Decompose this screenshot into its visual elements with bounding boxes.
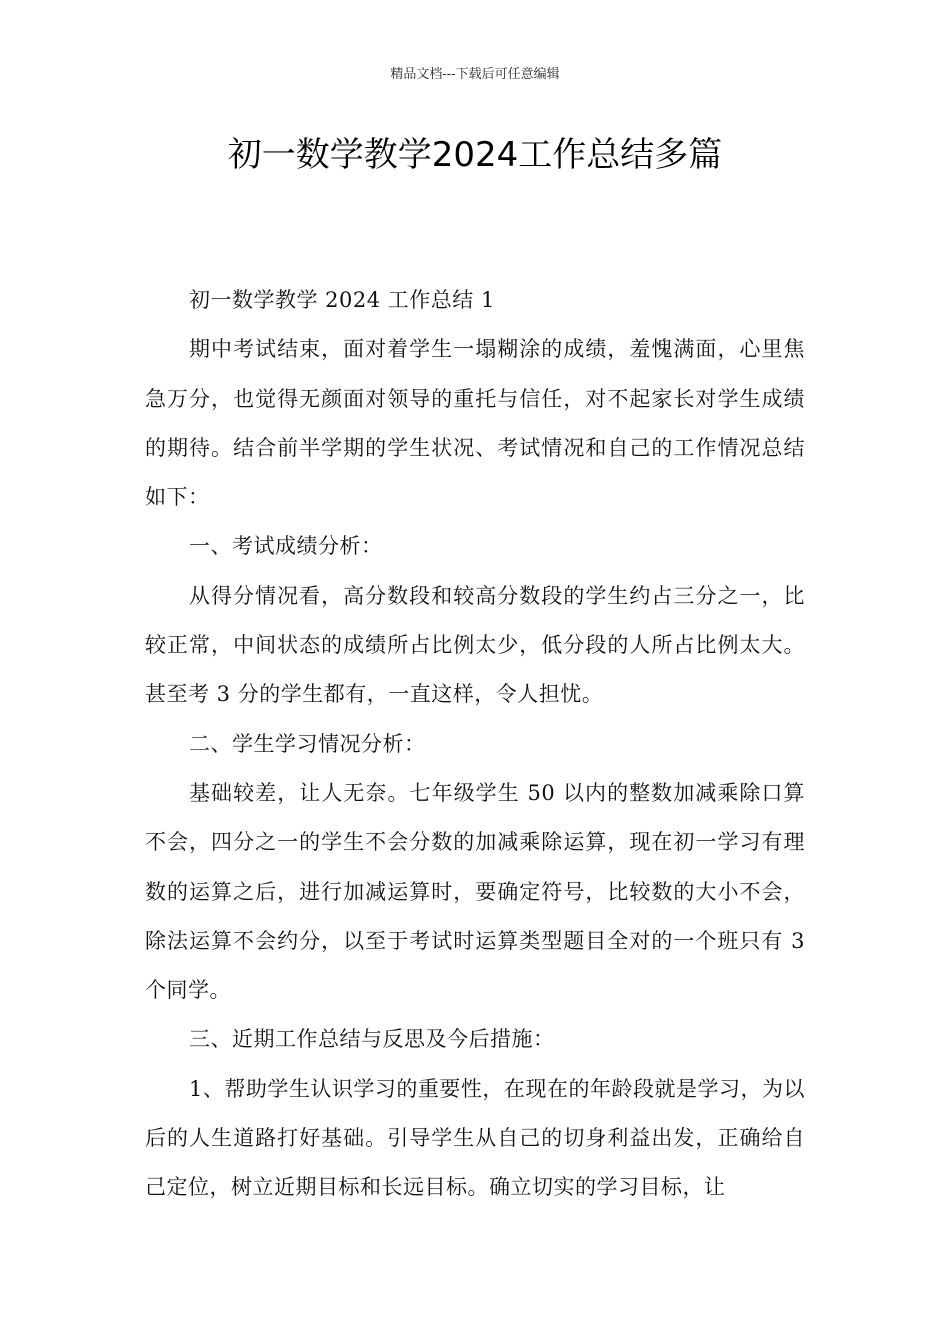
document-title: 初一数学教学2024工作总结多篇 xyxy=(227,135,723,175)
section-heading: 初一数学教学 2024 工作总结 1 xyxy=(189,288,495,312)
paragraph: 1、帮助学生认识学习的重要性，在现在的年龄段就是学习，为以后的人生道路打好基础。引导学生从自己的切身利益出发，正确给自己定位，树立近期目标和长远目标。确立切实的学习目标，让 xyxy=(145,1076,805,1200)
paragraph: 期中考试结束，面对着学生一塌糊涂的成绩，羞愧满面，心里焦急万分，也觉得无颜面对领导的重托与信任，对不起家长对学生成绩的期待。结合前半学期的学生状况、考试情况和自己的工作情况总结如下： xyxy=(145,337,805,510)
paragraph: 基础较差，让人无奈。七年级学生 50 以内的整数加减乘除口算不会，四分之一的学生不会分数的加减乘除运算，现在初一学习有理数的运算之后，进行加减运算时，要确定符号，比较数的大小不会，除法运算不会约分，以至于考试时运算类型题目全对的一个班只有 3 个同学。 xyxy=(145,780,805,1003)
section-heading: 一、考试成绩分析： xyxy=(189,534,383,559)
document-body xyxy=(145,276,805,1213)
paragraph: 从得分情况看，高分数段和较高分数段的学生约占三分之一，比较正常，中间状态的成绩所占比例太少，低分段的人所占比例太大。甚至考 3 分的学生都有，一直这样，令人担忧。 xyxy=(145,583,805,707)
header-note: 精品文档---下载后可任意编辑 xyxy=(390,67,560,82)
section-heading: 三、近期工作总结与反思及今后措施： xyxy=(189,1027,555,1052)
section-heading: 二、学生学习情况分析： xyxy=(189,731,426,756)
